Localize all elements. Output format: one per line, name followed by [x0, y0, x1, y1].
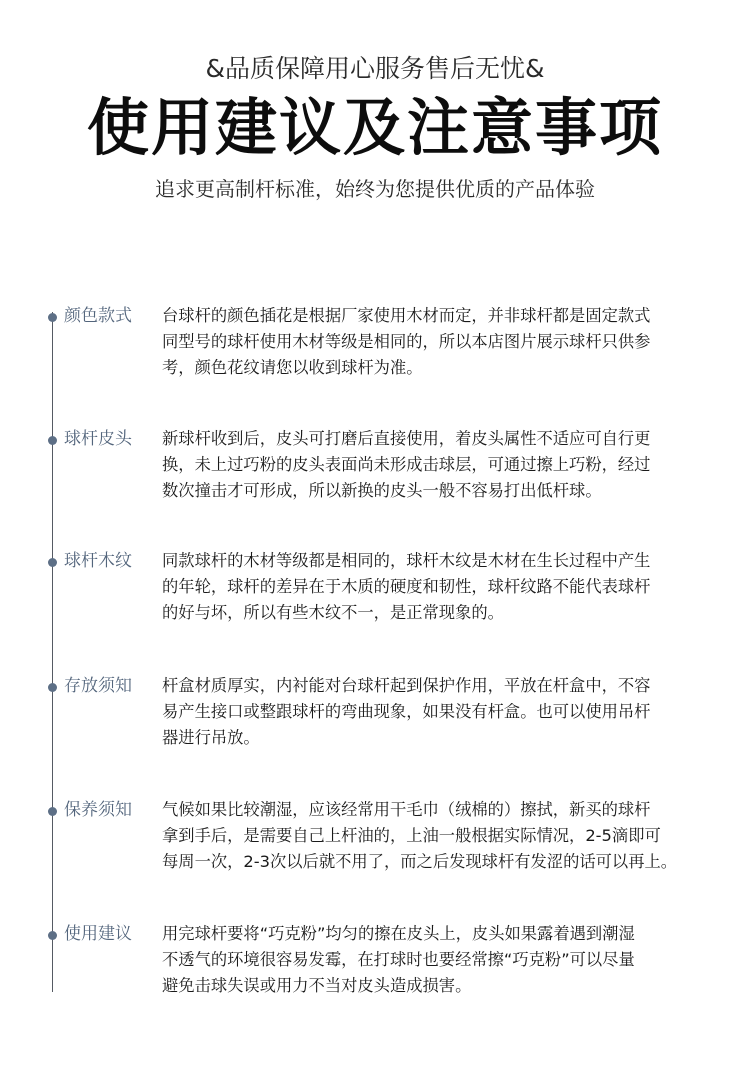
section-line: 气候如果比较潮湿，应该经常用干毛巾（绒棉的）擦拭，新买的球杆 — [162, 800, 651, 819]
section-label: 球杆木纹 — [64, 551, 132, 571]
timeline-dot — [48, 436, 57, 445]
section-body — [162, 673, 722, 751]
section-line: 台球杆的颜色插花是根据厂家使用木材而定，并非球杆都是固定款式 — [162, 306, 651, 325]
section-line: 换，未上过巧粉的皮头表面尚未形成击球层，可通过擦上巧粉，经过 — [162, 455, 651, 474]
section-label: 颜色款式 — [64, 306, 132, 326]
section-line: 易产生接口或整跟球杆的弯曲现象，如果没有杆盒。也可以使用吊杆 — [162, 702, 651, 721]
section-label: 保养须知 — [64, 800, 132, 820]
timeline-dot — [48, 558, 57, 567]
timeline-dot — [48, 807, 57, 816]
section-body — [162, 921, 722, 999]
timeline-dot — [48, 683, 57, 692]
section-line: 每周一次，2-3次以后就不用了，而之后发现球杆有发涩的话可以再上。 — [162, 852, 678, 871]
page-subtitle: 追求更高制杆标准，始终为您提供优质的产品体验 — [155, 177, 595, 201]
section-body — [162, 797, 722, 875]
header-tagline: &品质保障用心服务售后无忧& — [205, 54, 545, 83]
section-line: 避免击球失误或用力不当对皮头造成损害。 — [162, 976, 472, 995]
section-line: 同款球杆的木材等级都是相同的，球杆木纹是木材在生长过程中产生 — [162, 551, 651, 570]
timeline-line — [52, 312, 53, 992]
section-label: 球杆皮头 — [64, 429, 132, 449]
page-title: 使用建议及注意事项 — [86, 91, 663, 164]
section-line: 用完球杆要将“巧克粉”均匀的擦在皮头上，皮头如果露着遇到潮湿 — [162, 924, 635, 943]
timeline-dot — [48, 931, 57, 940]
section-line: 的年轮，球杆的差异在于木质的硬度和韧性，球杆纹路不能代表球杆 — [162, 577, 651, 596]
section-body — [162, 303, 722, 381]
section-line: 器进行吊放。 — [162, 728, 260, 747]
section-line: 杆盒材质厚实，内衬能对台球杆起到保护作用，平放在杆盒中，不容 — [162, 676, 651, 695]
section-body — [162, 548, 722, 626]
section-body — [162, 426, 722, 504]
timeline-dot — [48, 313, 57, 322]
section-line: 数次撞击才可形成，所以新换的皮头一般不容易打出低杆球。 — [162, 481, 602, 500]
section-line: 新球杆收到后，皮头可打磨后直接使用，着皮头属性不适应可自行更 — [162, 429, 651, 448]
section-line: 考，颜色花纹请您以收到球杆为准。 — [162, 358, 423, 377]
section-line: 的好与坏，所以有些木纹不一，是正常现象的。 — [162, 603, 504, 622]
section-label: 存放须知 — [64, 676, 132, 696]
section-line: 同型号的球杆使用木材等级是相同的，所以本店图片展示球杆只供参 — [162, 332, 651, 351]
section-line: 拿到手后，是需要自己上杆油的，上油一般根据实际情况，2-5滴即可 — [162, 826, 661, 845]
section-line: 不透气的环境很容易发霉，在打球时也要经常擦“巧克粉”可以尽量 — [162, 950, 635, 969]
section-label: 使用建议 — [64, 924, 132, 944]
